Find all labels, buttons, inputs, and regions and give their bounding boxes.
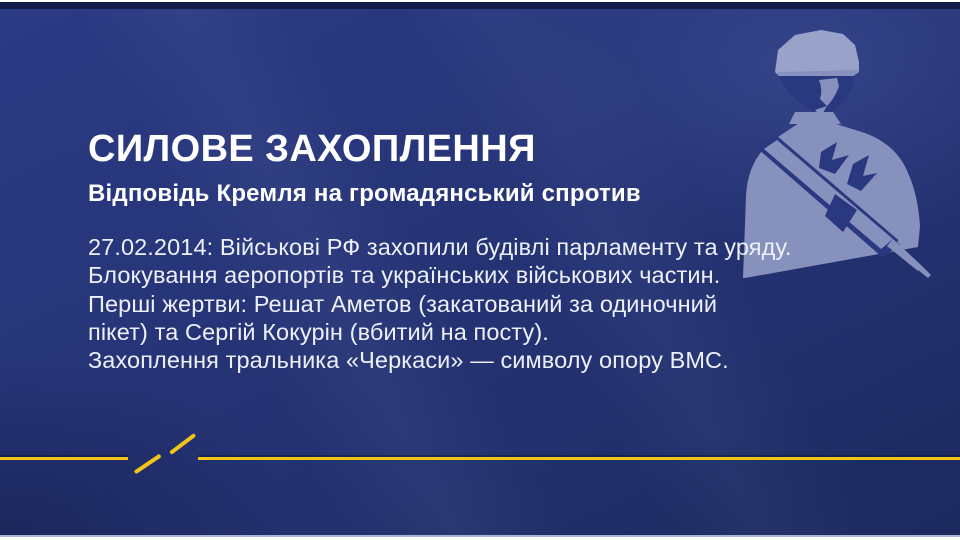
accent-slash-icon xyxy=(169,433,196,454)
accent-line-left-segment xyxy=(0,457,128,460)
accent-slash-icon xyxy=(134,454,162,474)
body-line: пікет) та Сергій Кокурін (вбитий на посту). xyxy=(88,318,549,345)
slide-subtitle: Відповідь Кремля на громадянський спротив xyxy=(88,180,641,207)
body-line: Захоплення тральника «Черкаси» — символу опору ВМС. xyxy=(88,347,729,374)
slide-background xyxy=(0,2,960,537)
slide-title: СИЛОВЕ ЗАХОПЛЕННЯ xyxy=(88,128,536,170)
bottom-edge-line xyxy=(0,535,960,537)
accent-line-right-segment xyxy=(198,457,960,460)
body-line: Перші жертви: Решат Аметов (закатований за одиночний xyxy=(88,290,718,317)
slide-body xyxy=(88,233,792,374)
body-line: 27.02.2014: Військові РФ захопили будівлі парламенту та уряду. xyxy=(88,234,792,260)
top-edge-band xyxy=(0,2,960,9)
body-line: Блокування аеропортів та українських військових частин. xyxy=(88,262,721,289)
